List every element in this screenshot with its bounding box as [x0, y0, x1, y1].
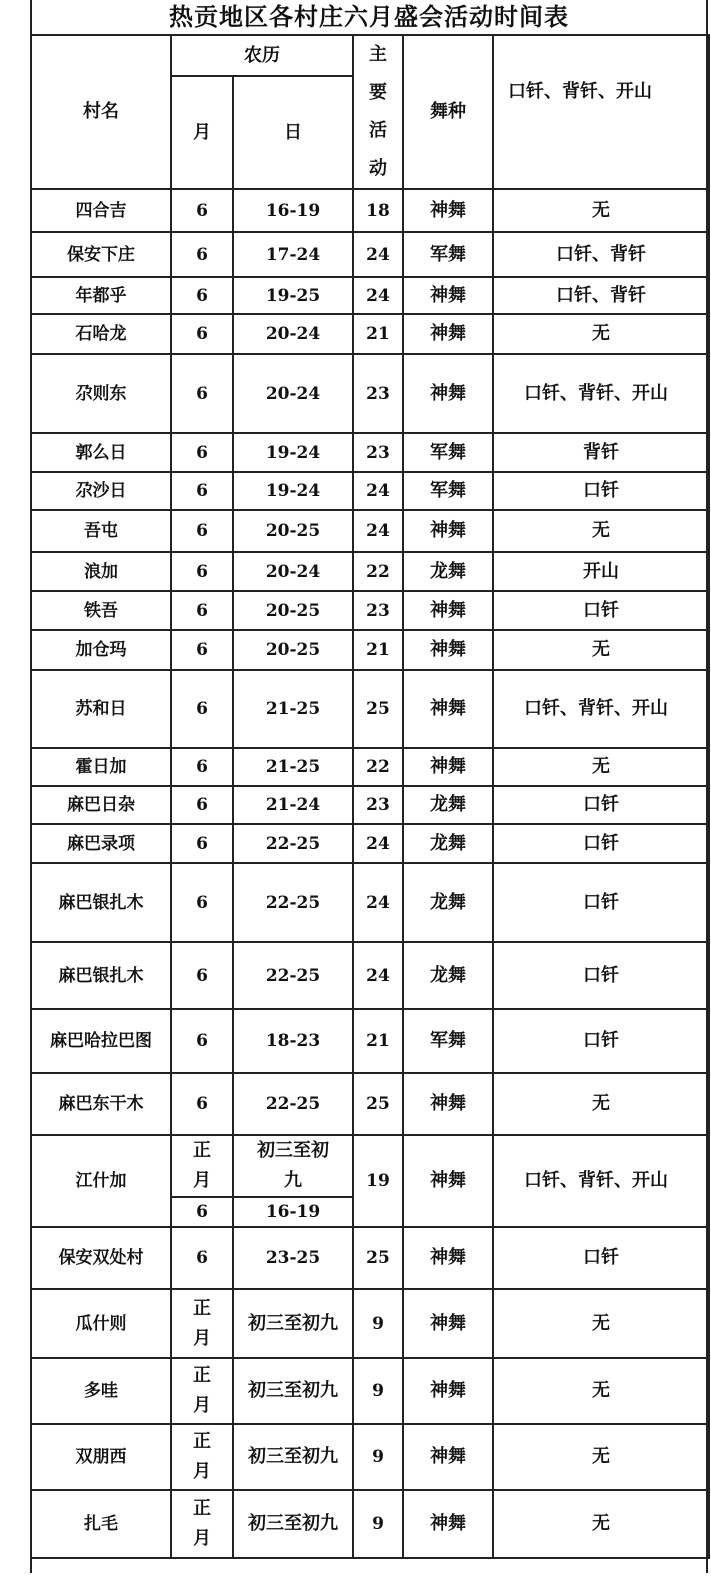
village-name: 浪加 — [31, 552, 171, 591]
piercing-type: 口钎 — [493, 472, 709, 510]
table-row — [31, 630, 709, 670]
main-activity-day: 18 — [353, 189, 403, 232]
lunar-month: 正月 — [171, 1358, 233, 1424]
piercing-type: 口钎、背钎、开山 — [493, 1135, 709, 1227]
dance-type: 神舞 — [403, 1227, 493, 1289]
village-name: 苏和日 — [31, 670, 171, 748]
lunar-month: 6 — [171, 189, 233, 232]
lunar-month: 6 — [171, 1009, 233, 1073]
table-row — [31, 1424, 709, 1490]
main-activity-day: 24 — [353, 824, 403, 863]
dance-type: 神舞 — [403, 354, 493, 433]
piercing-type: 口钎 — [493, 863, 709, 942]
lunar-month: 6 — [171, 277, 233, 314]
main-activity-day: 21 — [353, 314, 403, 354]
main-activity-day: 19 — [353, 1135, 403, 1227]
dance-type: 军舞 — [403, 1009, 493, 1073]
table-row — [31, 942, 709, 1009]
table-row — [31, 786, 709, 824]
main-activity-day: 21 — [353, 630, 403, 670]
main-activity-day: 24 — [353, 942, 403, 1009]
table-row — [31, 670, 709, 748]
piercing-type: 开山 — [493, 552, 709, 591]
village-name: 郭么日 — [31, 433, 171, 472]
dance-type: 龙舞 — [403, 863, 493, 942]
lunar-month: 6 — [171, 433, 233, 472]
table-row — [31, 748, 709, 786]
piercing-type: 无 — [493, 1289, 709, 1358]
table-row — [31, 552, 709, 591]
main-activity-day: 23 — [353, 786, 403, 824]
lunar-month: 6 — [171, 786, 233, 824]
lunar-month: 6 — [171, 1073, 233, 1135]
piercing-type: 无 — [493, 1358, 709, 1424]
piercing-type: 口钎 — [493, 824, 709, 863]
dance-type: 龙舞 — [403, 824, 493, 863]
lunar-month: 6 — [171, 942, 233, 1009]
main-activity-day: 22 — [353, 552, 403, 591]
lunar-month: 6 — [171, 354, 233, 433]
dance-type: 神舞 — [403, 748, 493, 786]
lunar-day: 18-23 — [233, 1009, 353, 1073]
lunar-month: 正月 — [171, 1289, 233, 1358]
village-name: 瓜什则 — [31, 1289, 171, 1358]
lunar-month: 6 — [171, 1227, 233, 1289]
piercing-type: 无 — [493, 748, 709, 786]
lunar-day: 初三至初九 — [233, 1358, 353, 1424]
header-piercing — [493, 35, 709, 189]
dance-type: 神舞 — [403, 1490, 493, 1558]
lunar-day: 初三至初九 — [233, 1424, 353, 1490]
header-village: 村名 — [31, 35, 171, 189]
table-row — [31, 1289, 709, 1358]
village-name: 铁吾 — [31, 591, 171, 630]
village-name: 尕沙日 — [31, 472, 171, 510]
lunar-month: 6 — [171, 232, 233, 277]
village-name: 麻巴录项 — [31, 824, 171, 863]
main-activity-day: 24 — [353, 510, 403, 552]
village-name: 吾屯 — [31, 510, 171, 552]
dance-type: 军舞 — [403, 232, 493, 277]
table-row — [31, 314, 709, 354]
lunar-day: 20-25 — [233, 630, 353, 670]
piercing-type: 口钎 — [493, 786, 709, 824]
table-row — [31, 472, 709, 510]
lunar-day: 16-19 — [233, 189, 353, 232]
dance-type: 龙舞 — [403, 786, 493, 824]
lunar-day: 20-24 — [233, 354, 353, 433]
piercing-type: 口钎 — [493, 1009, 709, 1073]
lunar-day: 20-24 — [233, 552, 353, 591]
main-activity-day: 9 — [353, 1358, 403, 1424]
piercing-type: 口钎、背钎 — [493, 232, 709, 277]
lunar-day: 22-25 — [233, 824, 353, 863]
page-title: 热贡地区各村庄六月盛会活动时间表 — [169, 3, 569, 31]
lunar-day: 初三至初九 — [233, 1135, 353, 1197]
dance-type: 神舞 — [403, 670, 493, 748]
lunar-day: 22-25 — [233, 942, 353, 1009]
dance-type: 神舞 — [403, 630, 493, 670]
lunar-month: 6 — [171, 863, 233, 942]
table-row — [31, 1227, 709, 1289]
dance-type: 神舞 — [403, 1135, 493, 1227]
lunar-month: 6 — [171, 591, 233, 630]
main-activity-day: 24 — [353, 232, 403, 277]
header-dance: 舞种 — [403, 35, 493, 189]
piercing-type: 无 — [493, 1424, 709, 1490]
lunar-month: 正月 — [171, 1490, 233, 1558]
piercing-type: 口钎、背钎、开山 — [493, 670, 709, 748]
piercing-type: 无 — [493, 510, 709, 552]
header-main-activity — [353, 35, 403, 189]
main-activity-day: 23 — [353, 591, 403, 630]
table-row — [31, 863, 709, 942]
piercing-type: 口钎、背钎 — [493, 277, 709, 314]
dance-type: 军舞 — [403, 433, 493, 472]
village-name: 麻巴哈拉巴图 — [31, 1009, 171, 1073]
lunar-day: 23-25 — [233, 1227, 353, 1289]
table-row — [31, 1490, 709, 1558]
piercing-type: 口钎 — [493, 942, 709, 1009]
table-row — [31, 824, 709, 863]
piercing-type: 无 — [493, 630, 709, 670]
main-activity-day: 22 — [353, 748, 403, 786]
dance-type: 神舞 — [403, 314, 493, 354]
lunar-day: 19-24 — [233, 472, 353, 510]
dance-type: 龙舞 — [403, 552, 493, 591]
dance-type: 神舞 — [403, 1358, 493, 1424]
piercing-type: 无 — [493, 189, 709, 232]
lunar-day: 17-24 — [233, 232, 353, 277]
schedule-table — [30, 34, 710, 1559]
main-activity-day: 25 — [353, 1227, 403, 1289]
table-row — [31, 433, 709, 472]
main-activity-day: 24 — [353, 277, 403, 314]
table-row — [31, 1135, 709, 1197]
lunar-month: 6 — [171, 630, 233, 670]
header-piercing-text: 口钎、背钎、开山 — [508, 81, 652, 102]
schedule-sheet — [30, 0, 708, 1577]
table-row — [31, 591, 709, 630]
village-name: 多哇 — [31, 1358, 171, 1424]
lunar-day: 初三至初九 — [233, 1289, 353, 1358]
village-name: 麻巴银扎木 — [31, 863, 171, 942]
lunar-day: 20-25 — [233, 591, 353, 630]
lunar-month: 6 — [171, 552, 233, 591]
table-row — [31, 1358, 709, 1424]
lunar-month: 6 — [171, 824, 233, 863]
village-name: 保安下庄 — [31, 232, 171, 277]
village-name: 霍日加 — [31, 748, 171, 786]
dance-type: 龙舞 — [403, 942, 493, 1009]
dance-type: 神舞 — [403, 1073, 493, 1135]
lunar-day: 20-25 — [233, 510, 353, 552]
table-row — [31, 232, 709, 277]
village-name: 石哈龙 — [31, 314, 171, 354]
header-month: 月 — [171, 76, 233, 189]
main-activity-day: 25 — [353, 1073, 403, 1135]
dance-type: 神舞 — [403, 1289, 493, 1358]
village-name: 年都乎 — [31, 277, 171, 314]
lunar-month: 6 — [171, 472, 233, 510]
main-activity-day: 21 — [353, 1009, 403, 1073]
lunar-month: 6 — [171, 314, 233, 354]
dance-type: 军舞 — [403, 472, 493, 510]
main-activity-day: 24 — [353, 472, 403, 510]
lunar-month: 正月 — [171, 1135, 233, 1197]
table-row — [31, 189, 709, 232]
lunar-month: 6 — [171, 510, 233, 552]
main-activity-day: 9 — [353, 1424, 403, 1490]
dance-type: 神舞 — [403, 510, 493, 552]
dance-type: 神舞 — [403, 189, 493, 232]
village-name: 保安双处村 — [31, 1227, 171, 1289]
lunar-month: 正月 — [171, 1424, 233, 1490]
village-name: 麻巴东干木 — [31, 1073, 171, 1135]
lunar-day: 初三至初九 — [233, 1490, 353, 1558]
lunar-day: 21-25 — [233, 748, 353, 786]
lunar-day: 19-25 — [233, 277, 353, 314]
header-day: 日 — [233, 76, 353, 189]
village-name: 双朋西 — [31, 1424, 171, 1490]
table-row — [31, 277, 709, 314]
table-row — [31, 354, 709, 433]
main-activity-day: 25 — [353, 670, 403, 748]
piercing-type: 口钎、背钎、开山 — [493, 354, 709, 433]
lunar-day: 22-25 — [233, 863, 353, 942]
table-row — [31, 1073, 709, 1135]
lunar-day: 20-24 — [233, 314, 353, 354]
piercing-type: 口钎 — [493, 591, 709, 630]
village-name: 加仓玛 — [31, 630, 171, 670]
village-name: 扎毛 — [31, 1490, 171, 1558]
piercing-type: 背钎 — [493, 433, 709, 472]
village-name: 麻巴日杂 — [31, 786, 171, 824]
piercing-type: 无 — [493, 1490, 709, 1558]
main-activity-day: 24 — [353, 863, 403, 942]
village-name: 四合吉 — [31, 189, 171, 232]
lunar-day: 21-24 — [233, 786, 353, 824]
lunar-day: 21-25 — [233, 670, 353, 748]
village-name: 江什加 — [31, 1135, 171, 1227]
lunar-day: 22-25 — [233, 1073, 353, 1135]
dance-type: 神舞 — [403, 277, 493, 314]
piercing-type: 口钎 — [493, 1227, 709, 1289]
table-row — [31, 510, 709, 552]
table-row — [31, 1009, 709, 1073]
lunar-day: 16-19 — [233, 1197, 353, 1227]
lunar-month: 6 — [171, 1197, 233, 1227]
lunar-month: 6 — [171, 670, 233, 748]
main-activity-day: 9 — [353, 1490, 403, 1558]
dance-type: 神舞 — [403, 591, 493, 630]
dance-type: 神舞 — [403, 1424, 493, 1490]
village-name: 麻巴银扎木 — [31, 942, 171, 1009]
header-lunar: 农历 — [171, 35, 353, 76]
main-activity-day: 23 — [353, 433, 403, 472]
main-activity-day: 9 — [353, 1289, 403, 1358]
main-activity-day: 23 — [353, 354, 403, 433]
lunar-day: 19-24 — [233, 433, 353, 472]
piercing-type: 无 — [493, 314, 709, 354]
village-name: 尕则东 — [31, 354, 171, 433]
lunar-month: 6 — [171, 748, 233, 786]
header-main-activity-text: 主要活动 — [369, 44, 387, 179]
piercing-type: 无 — [493, 1073, 709, 1135]
